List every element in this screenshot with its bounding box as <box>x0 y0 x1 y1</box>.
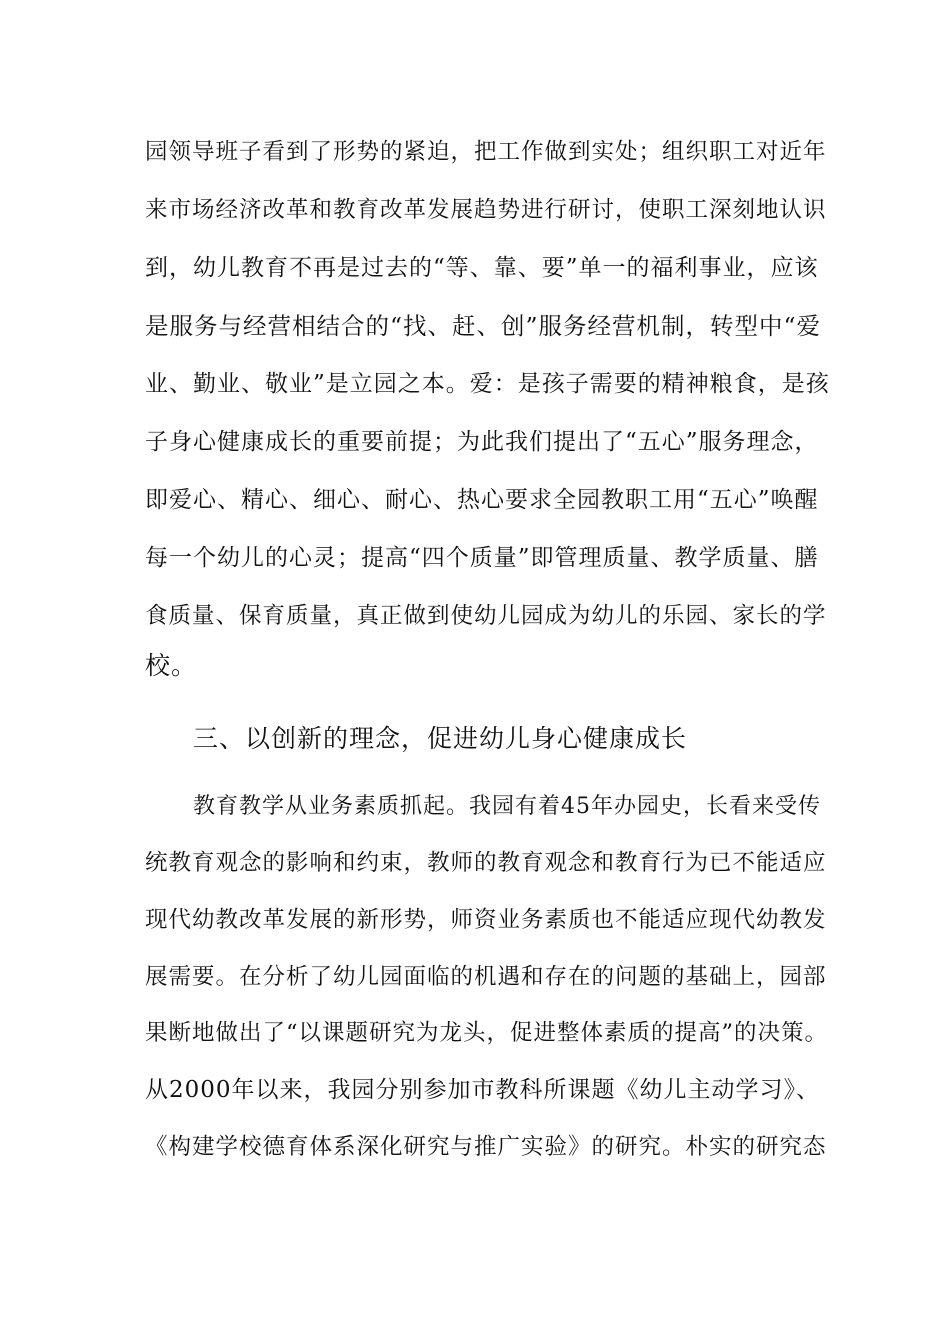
paragraph-line: 现代幼教改革发展的新形势，师资业务素质也不能适应现代幼教发 <box>145 907 827 933</box>
paragraph-line: 展需要。在分析了幼儿园面临的机遇和存在的问题的基础上，园部 <box>145 964 827 990</box>
paragraph-line: 食质量、保育质量，真正做到使幼儿园成为幼儿的乐园、家长的学 <box>145 603 827 629</box>
paragraph-line: 子身心健康成长的重要前提；为此我们提出了“五心”服务理念， <box>145 429 819 455</box>
paragraph-line: 园领导班子看到了形势的紧迫，把工作做到实处；组织职工对近年 <box>145 139 827 165</box>
paragraph-line: 教育教学从业务素质抓起。我园有着45年办园史，长看来受传 <box>193 794 821 819</box>
paragraph-line: 每一个幼儿的心灵；提高“四个质量”即管理质量、教学质量、膳 <box>145 545 819 571</box>
paragraph-line: 到，幼儿教育不再是过去的“等、靠、要”单一的福利事业，应该 <box>145 255 819 281</box>
paragraph-line: 来市场经济改革和教育改革发展趋势进行研讨，使职工深刻地认识 <box>145 197 827 223</box>
paragraph-line: 即爱心、精心、细心、耐心、热心要求全园教职工用“五心”唤醒 <box>145 487 819 513</box>
paragraph-line: 校。 <box>145 651 198 680</box>
paragraph-line: 业、勤业、敬业”是立园之本。爱：是孩子需要的精神粮食，是孩 <box>145 371 830 397</box>
section-heading: 三、以创新的理念，促进幼儿身心健康成长 <box>193 724 688 753</box>
paragraph-line: 统教育观念的影响和约束，教师的教育观念和教育行为已不能适应 <box>145 850 827 876</box>
paragraph-line: 是服务与经营相结合的“找、赶、创”服务经营机制，转型中“爱 <box>145 312 822 340</box>
paragraph-line: 果断地做出了“以课题研究为龙头，促进整体素质的提高”的决策。 <box>145 1020 829 1046</box>
paragraph-line: 《构建学校德育体系深化研究与推广实验》的研究。朴实的研究态 <box>145 1134 827 1160</box>
paragraph-line: 从2000年以来，我园分别参加市教科所课题《幼儿主动学习》、 <box>145 1077 821 1103</box>
